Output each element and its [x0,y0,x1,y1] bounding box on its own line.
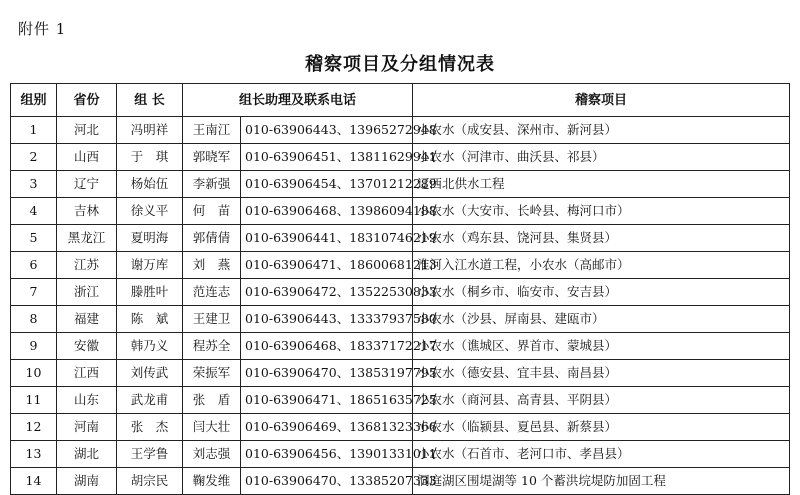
cell-province: 辽宁 [57,171,117,198]
cell-group: 2 [11,144,57,171]
cell-group: 4 [11,198,57,225]
cell-project: 小农水（商河县、高青县、平阴县） [413,387,790,414]
cell-phone: 010-63906443、13337937580 [241,306,413,333]
cell-assistant: 范连志 [183,279,241,306]
cell-province: 黑龙江 [57,225,117,252]
cell-phone: 010-63906456、13901331011 [241,441,413,468]
cell-group: 7 [11,279,57,306]
cell-project: 小农水（谯城区、界首市、蒙城县） [413,333,790,360]
cell-province: 江苏 [57,252,117,279]
cell-leader: 刘传武 [117,360,183,387]
cell-phone: 010-63906470、13853197795 [241,360,413,387]
cell-project: 小农水（成安县、深州市、新河县） [413,117,790,144]
cell-project: 小农水（大安市、长岭县、梅河口市） [413,198,790,225]
cell-province: 山东 [57,387,117,414]
table-row [11,387,790,414]
cell-leader: 胡宗民 [117,468,183,495]
cell-assistant: 郭晓军 [183,144,241,171]
cell-project: 小农水（德安县、宜丰县、南昌县） [413,360,790,387]
cell-group: 8 [11,306,57,333]
cell-phone: 010-63906451、13811629941 [241,144,413,171]
cell-phone: 010-63906469、13681323366 [241,414,413,441]
cell-group: 5 [11,225,57,252]
cell-assistant: 鞠发维 [183,468,241,495]
cell-leader: 韩乃义 [117,333,183,360]
cell-province: 安徽 [57,333,117,360]
attachment-label: 附件 1 [18,20,67,38]
cell-group: 10 [11,360,57,387]
cell-assistant: 刘 燕 [183,252,241,279]
cell-assistant: 程苏全 [183,333,241,360]
cell-leader: 谢万库 [117,252,183,279]
table-row [11,414,790,441]
header-leader: 组 长 [117,84,183,117]
cell-leader: 冯明祥 [117,117,183,144]
cell-phone: 010-63906471、18600681213 [241,252,413,279]
table-row [11,252,790,279]
cell-leader: 滕胜叶 [117,279,183,306]
cell-leader: 于 琪 [117,144,183,171]
cell-phone: 010-63906443、13965272948 [241,117,413,144]
cell-province: 吉林 [57,198,117,225]
cell-project: 小农水（鸡东县、饶河县、集贤县） [413,225,790,252]
table-row [11,468,790,495]
cell-province: 河北 [57,117,117,144]
table-row [11,441,790,468]
cell-project: 辽西北供水工程 [413,171,790,198]
cell-phone: 010-63906454、13701212289 [241,171,413,198]
cell-phone: 010-63906441、18310746219 [241,225,413,252]
cell-province: 河南 [57,414,117,441]
cell-leader: 王学鲁 [117,441,183,468]
cell-assistant: 闫大壮 [183,414,241,441]
cell-leader: 陈 斌 [117,306,183,333]
page-title: 稽察项目及分组情况表 [305,54,495,75]
cell-province: 湖北 [57,441,117,468]
cell-group: 6 [11,252,57,279]
table-header-row [11,84,790,117]
cell-assistant: 刘志强 [183,441,241,468]
table-row [11,360,790,387]
cell-province: 福建 [57,306,117,333]
cell-assistant: 荣振军 [183,360,241,387]
table-body [11,117,790,495]
cell-province: 江西 [57,360,117,387]
cell-phone: 010-63906468、18337172217 [241,333,413,360]
cell-province: 山西 [57,144,117,171]
table-row [11,198,790,225]
cell-group: 13 [11,441,57,468]
cell-phone: 010-63906470、13385207333 [241,468,413,495]
cell-group: 9 [11,333,57,360]
table-row [11,225,790,252]
cell-assistant: 王建卫 [183,306,241,333]
cell-phone: 010-63906471、18651635725 [241,387,413,414]
table-row [11,171,790,198]
cell-phone: 010-63906472、13522530833 [241,279,413,306]
table-row [11,144,790,171]
table-row [11,117,790,144]
cell-assistant: 郭倩倩 [183,225,241,252]
header-project: 稽察项目 [413,84,790,117]
cell-province: 湖南 [57,468,117,495]
cell-assistant: 李新强 [183,171,241,198]
cell-project: 小农水（临颍县、夏邑县、新蔡县） [413,414,790,441]
cell-project: 小农水（河津市、曲沃县、祁县） [413,144,790,171]
cell-project: 小农水（桐乡市、临安市、安吉县） [413,279,790,306]
cell-leader: 夏明海 [117,225,183,252]
cell-group: 11 [11,387,57,414]
table-row [11,333,790,360]
cell-province: 浙江 [57,279,117,306]
header-province: 省份 [57,84,117,117]
cell-project: 淮河入江水道工程，小农水（高邮市） [413,252,790,279]
cell-assistant: 何 苗 [183,198,241,225]
cell-leader: 杨始伍 [117,171,183,198]
cell-leader: 徐义平 [117,198,183,225]
cell-group: 12 [11,414,57,441]
cell-phone: 010-63906468、13986094188 [241,198,413,225]
cell-assistant: 张 盾 [183,387,241,414]
header-assistant-phone: 组长助理及联系电话 [183,84,413,117]
cell-project: 小农水（石首市、老河口市、孝昌县） [413,441,790,468]
table-row [11,306,790,333]
cell-project: 小农水（沙县、屏南县、建瓯市） [413,306,790,333]
cell-project: 洞庭湖区围堤湖等 10 个蓄洪垸堤防加固工程 [413,468,790,495]
cell-group: 14 [11,468,57,495]
cell-leader: 武龙甫 [117,387,183,414]
cell-leader: 张 杰 [117,414,183,441]
cell-group: 3 [11,171,57,198]
header-group: 组别 [11,84,57,117]
cell-group: 1 [11,117,57,144]
inspection-table [10,83,790,495]
cell-assistant: 王南江 [183,117,241,144]
table-row [11,279,790,306]
